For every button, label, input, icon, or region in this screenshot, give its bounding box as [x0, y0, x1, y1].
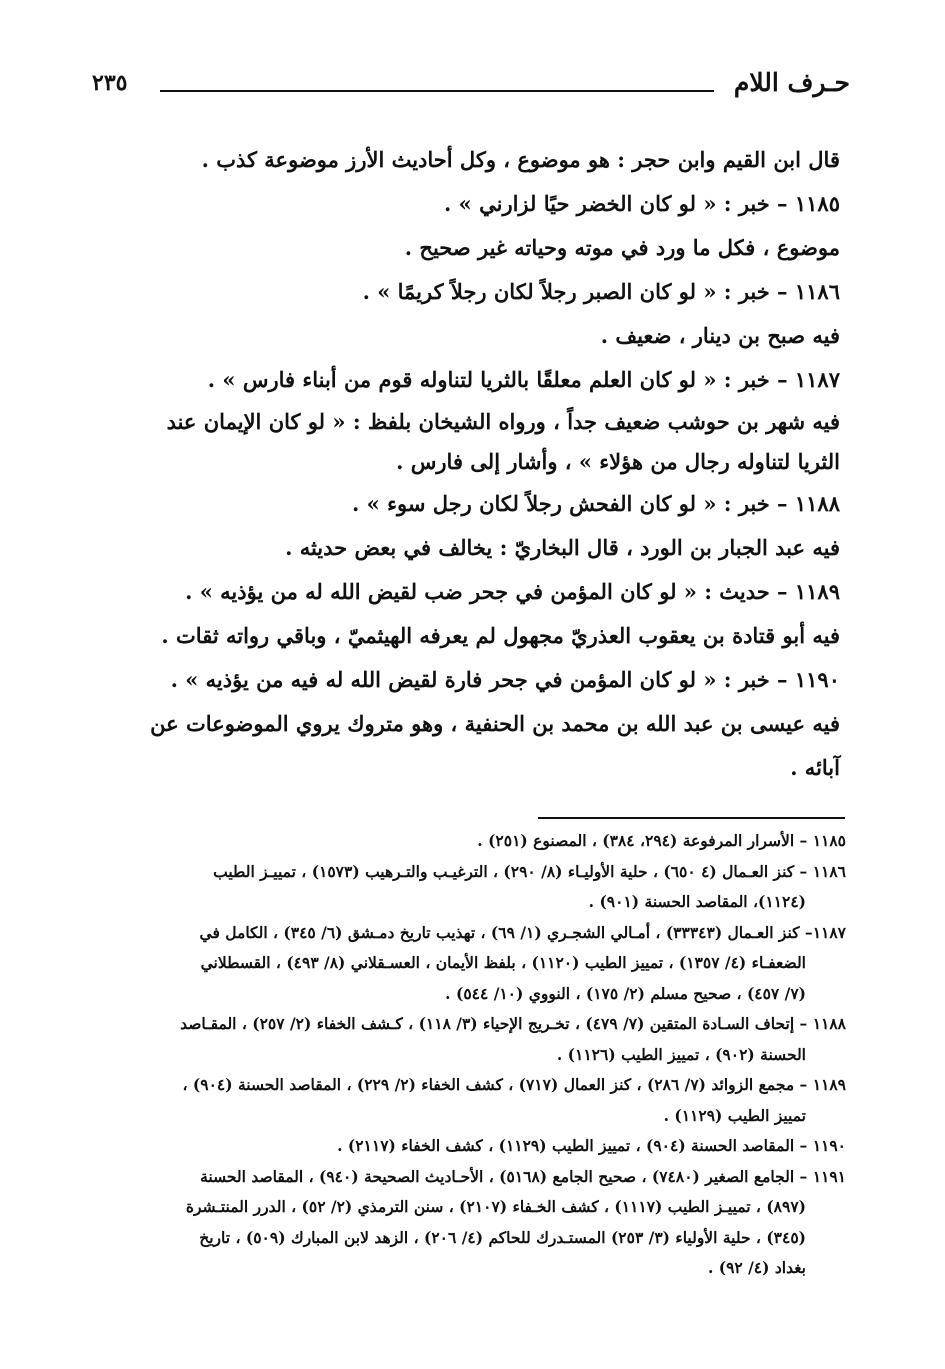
footnote-line: (٨٩٧) ، تمييـز الطيب (١١١٧) ، كشف الخـفاء (٢١٠٧) ، سنن الترمذي (٢/ ٥٢) ، الدرر المنتـشرة	[185, 1197, 806, 1216]
header-rule	[160, 90, 714, 92]
footnote-line: ١١٨٦ – كنز العـمال (٤ ٦٥٠) ، حلية الأوليـاء (٨/ ٢٩٠) ، الترغيـب والتـرهيب (١٥٧٣) ، تمييـز الطيب	[213, 861, 846, 881]
footnote-line: (٣٤٥) ، حلية الأولياء (٣/ ٢٥٣) المستـدرك للحاكم (٤/ ٢٠٦) ، الزهد لابن المبارك (٥٠٩) ، تاريخ	[199, 1227, 806, 1247]
entry-line: ١١٨٨ – خبر : « لو كان الفحش رجلاً لكان رجل سوء » .	[352, 491, 840, 516]
footnote-line: (١١٢٤)، المقاصد الحسنة (٩٠١) .	[588, 892, 806, 911]
entry-line: ١١٨٧ – خبر : « لو كان العلم معلقًا بالثريا لتناوله قوم من أبناء فارس » .	[207, 367, 840, 392]
footnote-line: ١١٨٧– كنز العـمال (٣٣٣٤٣) ، أمـالي الشجـري (١/ ٦٩) ، تهذيب تاريخ دمـشق (٦/ ٣٤٥) ، الكامل في	[199, 922, 846, 942]
text-line: فيه عبد الجبار بن الورد ، قال البخاريّ : يخالف في بعض حديثه .	[285, 535, 840, 560]
text-line: آبائه .	[790, 755, 840, 780]
text-line: موضوع ، فكل ما ورد في موته وحياته غير صحيح .	[404, 235, 840, 260]
footnote-line: ١١٩٠ – المقاصد الحسنة (٩٠٤) ، تمييز الطيب (١١٢٩) ، كشف الخفاء (٢١١٧) .	[337, 1136, 846, 1155]
footnote-line: ١١٩١ – الجامع الصغير (٧٤٨٠) ، صحيح الجامع (٥١٦٨) ، الأحـاديث الصحيحة (٩٤٠) ، المقاصد الحسنة	[200, 1166, 846, 1186]
entry-line: ١١٩٠ – خبر : « لو كان المؤمن في جحر فارة لقيض الله له فيه من يؤذيه » .	[170, 667, 840, 692]
footnote-line: ١١٨٨ – إتحاف السـادة المتقين (٧/ ٤٧٩) ، تخـريج الإحياء (٣/ ١١٨) ، كـشف الخفاء (٢/ ٢٥٧) ، المقـاصد	[180, 1014, 846, 1033]
entry-line: ١١٨٥ – خبر : « لو كان الخضر حيًا لزارني » .	[444, 191, 840, 216]
text-line: الثريا لتناوله رجال من هؤلاء » ، وأشار إلى فارس .	[396, 449, 840, 474]
text-line: قال ابن القيم وابن حجر : هو موضوع ، وكل أحاديث الأرز موضوعة كذب .	[201, 147, 840, 172]
text-line: فيه صبح بن دينار ، ضعيف .	[600, 323, 840, 348]
chapter-title: حـرف اللام	[733, 68, 850, 97]
text-line: فيه أبو قتادة بن يعقوب العذريّ مجهول لم يعرفه الهيثميّ ، وباقي رواته ثقات .	[161, 623, 840, 648]
entry-line: ١١٨٦ – خبر : « لو كان الصبر رجلاً لكان رجلاً كريمًا » .	[362, 279, 840, 304]
footnote-line: ١١٨٥ – الأسرار المرفوعة (٢٩٤، ٣٨٤) ، المصنوع (٢٥١) .	[477, 831, 846, 850]
footnote-line: بغداد (٤/ ٩٢) .	[707, 1258, 806, 1277]
footnote-line: الحسنة (٩٠٢) ، تمييز الطيب (١١٢٦) .	[556, 1044, 806, 1064]
text-line: فيه عيسى بن عبد الله بن محمد بن الحنفية ، وهو متروك يروي الموضوعات عن	[150, 711, 840, 736]
footnote-line: ١١٨٩ – مجمع الزوائد (٧/ ٢٨٦) ، كنز العمال (٧١٧) ، كشف الخفاء (٢/ ٢٢٩) ، المقاصد الحسنة (٩٠٤) ،	[182, 1075, 846, 1094]
footnote-line: (٧/ ٤٥٧) ، صحيح مسلم (٢/ ١٧٥) ، النووي (١٠/ ٥٤٤) .	[445, 983, 806, 1003]
footnote-line: تمييز الطيب (١١٢٩) .	[663, 1105, 806, 1125]
page-header	[92, 68, 850, 108]
main-text	[110, 138, 840, 790]
text-line: فيه شهر بن حوشب ضعيف جداً ، ورواه الشيخان بلفظ : « لو كان الإيمان عند	[166, 409, 840, 434]
footnotes	[100, 826, 846, 1284]
footnote-line: الضعفـاء (٤/ ١٣٥٧) ، تمييز الطيب (١١٢٠) ، بلفظ الأيمان ، العسـقلاني (٨/ ٤٩٣) ، القسطلاني	[200, 953, 806, 972]
entry-line: ١١٨٩ – حديث : « لو كان المؤمن في جحر ضب لقيض الله له من يؤذيه » .	[185, 579, 840, 604]
page-number: ٢٣٥	[92, 70, 128, 96]
footnote-separator	[538, 817, 845, 819]
